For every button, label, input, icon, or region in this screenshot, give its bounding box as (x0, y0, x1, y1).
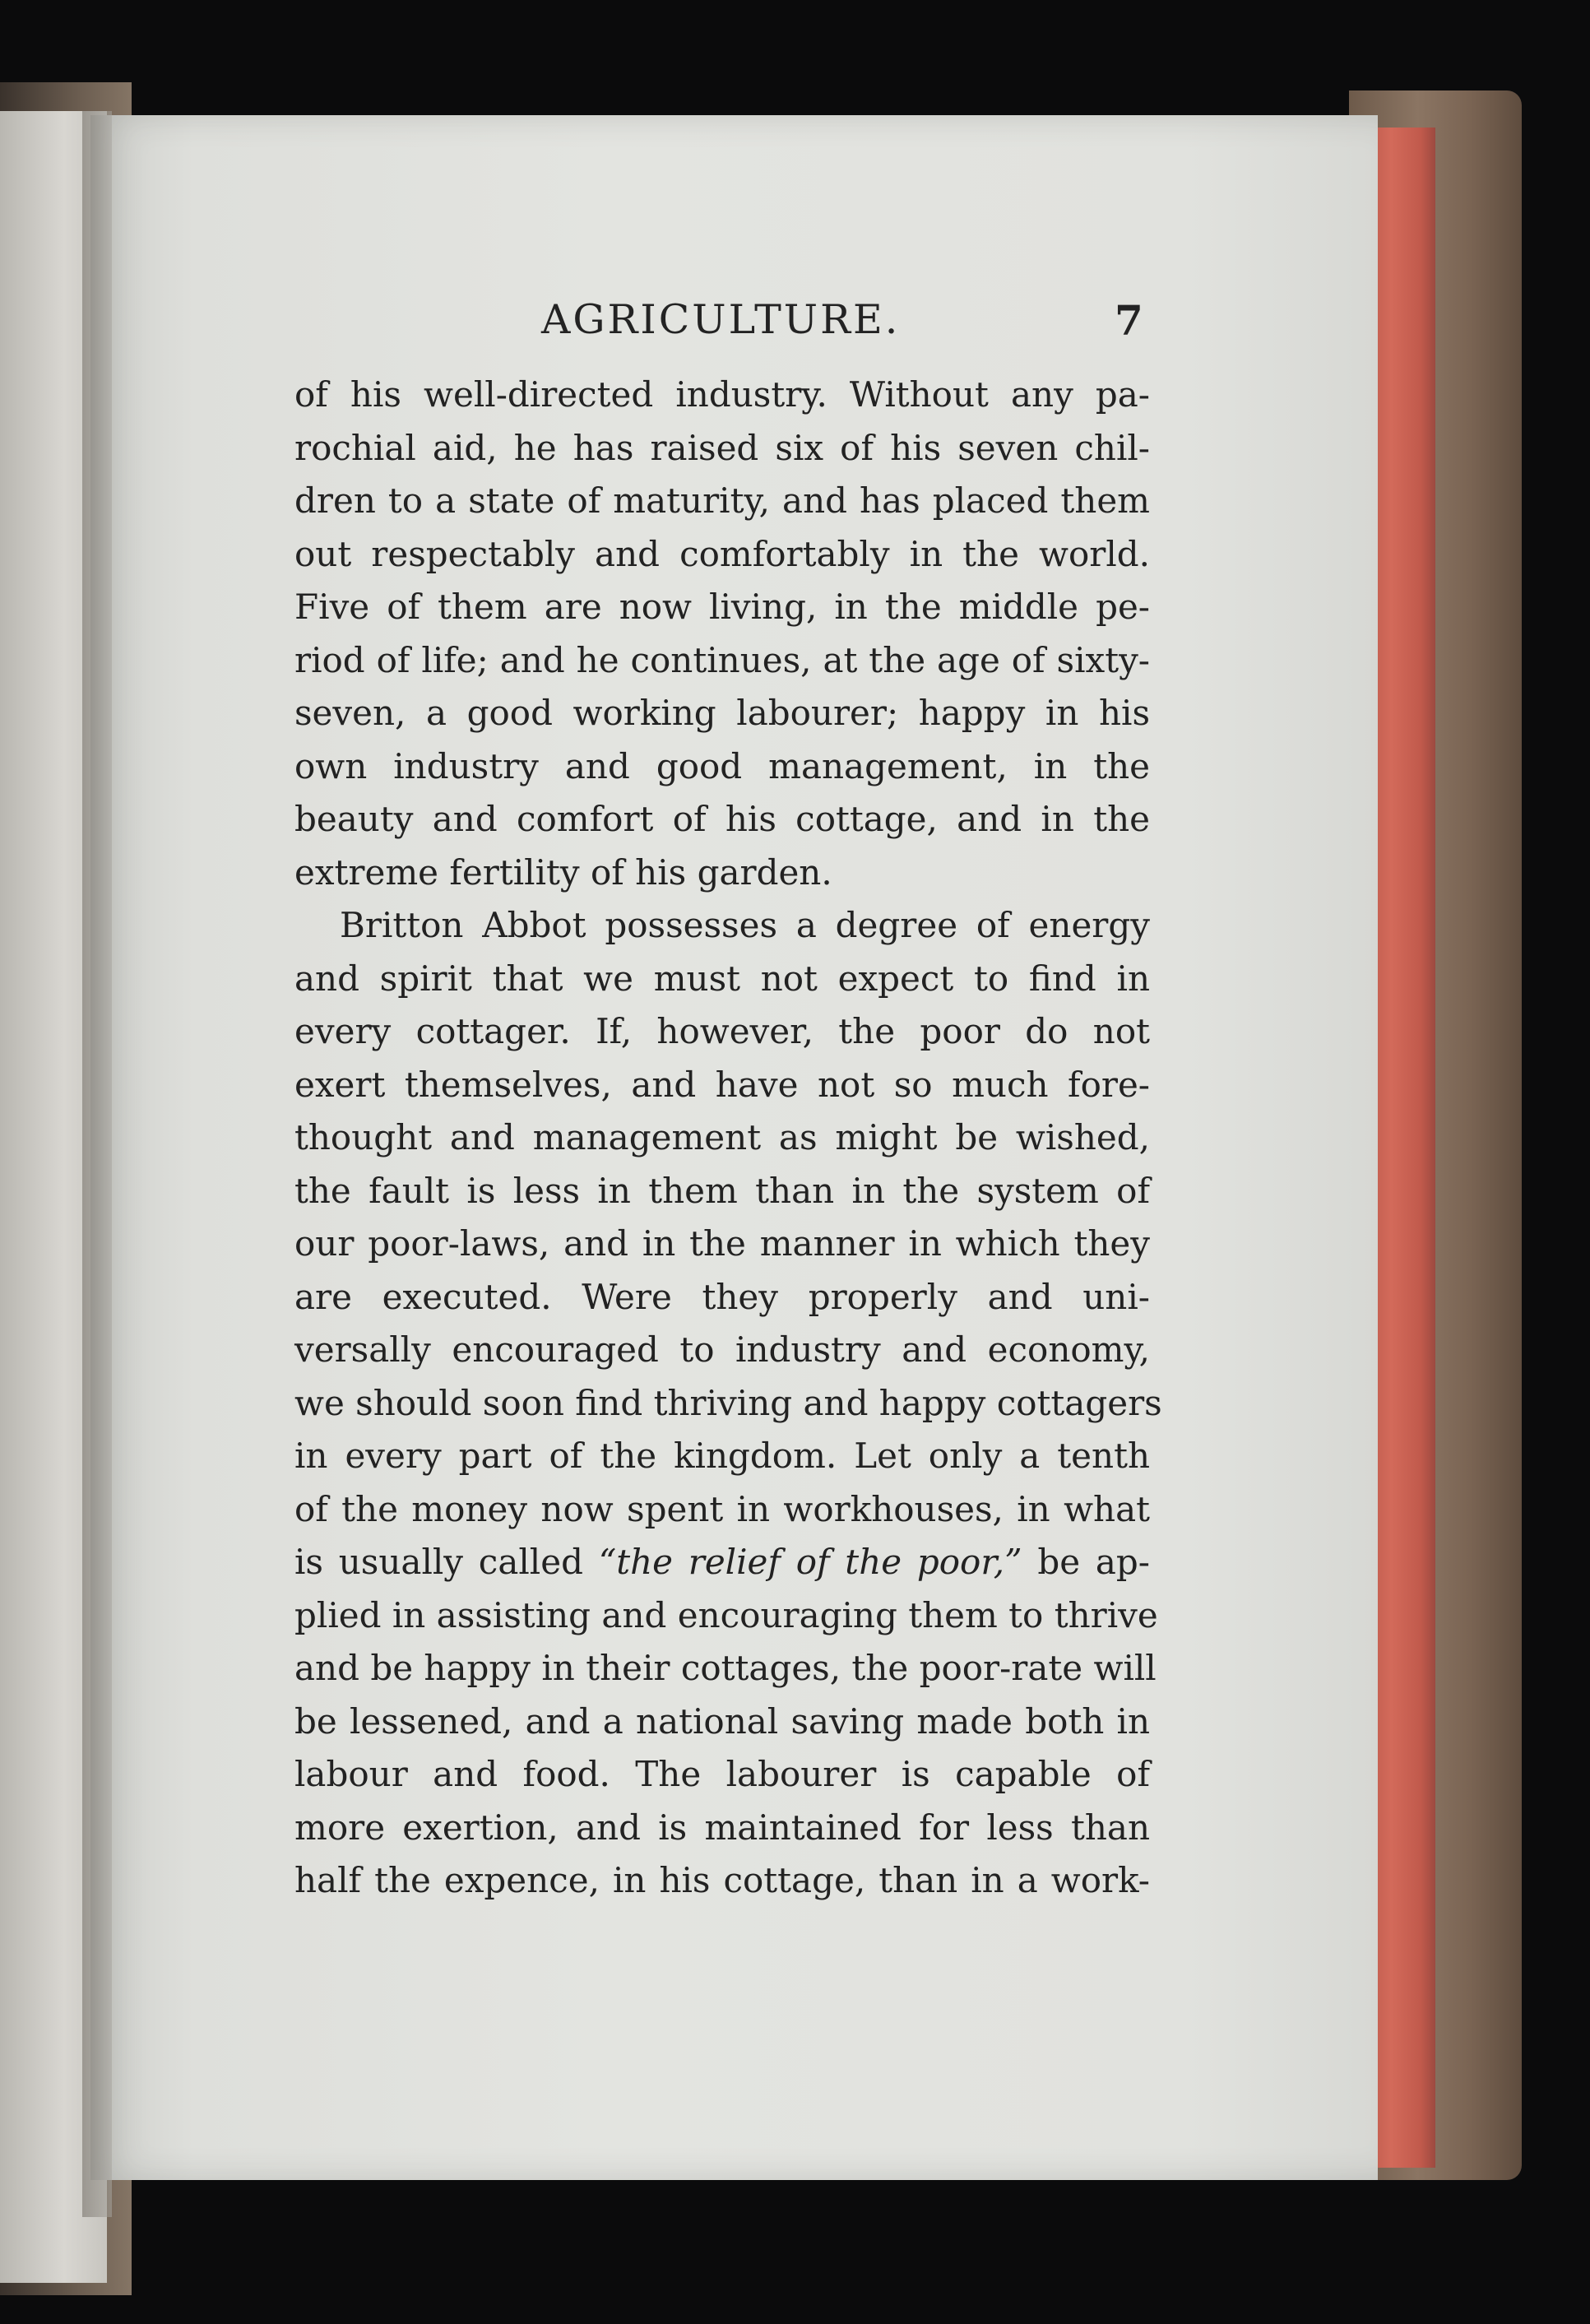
text-line: and spirit that we must not expect to find in (294, 958, 1150, 999)
body-text (294, 369, 1162, 1908)
paragraph-start-line: Britton Abbot possesses a degree of energy (340, 905, 1150, 945)
text-line: labour and food. The labourer is capable of (294, 1754, 1150, 1794)
text-line: the fault is less in them than in the system of (294, 1170, 1150, 1211)
text-line: are executed. Were they properly and uni- (294, 1276, 1150, 1317)
text-line: plied in assisting and encouraging them to thrive (294, 1594, 1158, 1635)
running-head (296, 296, 1152, 354)
text-line: more exertion, and is maintained for less than (294, 1807, 1150, 1848)
text-line: we should soon find thriving and happy cottagers (294, 1382, 1162, 1423)
text-line: versally encouraged to industry and economy, (294, 1329, 1150, 1370)
text-line: be lessened, and a national saving made both in (294, 1700, 1150, 1742)
text-line: in every part of the kingdom. Let only a tenth (294, 1436, 1150, 1476)
text-line: seven, a good working labourer; happy in his (294, 693, 1150, 733)
text-fragment: is usually called (294, 1542, 599, 1582)
text-line: beauty and comfort of his cottage, and in the (294, 799, 1150, 839)
page-gutter (82, 111, 112, 2217)
text-line: out respectably and comfortably in the world. (294, 533, 1150, 574)
text-line: and be happy in their cottages, the poor-rate will (294, 1648, 1157, 1688)
paragraph-end-line: extreme fertility of his garden. (294, 851, 832, 893)
page-number: 7 (1115, 296, 1143, 345)
text-line: riod of life; and he continues, at the age of sixty- (294, 639, 1150, 680)
text-line: our poor-laws, and in the manner in which they (294, 1223, 1150, 1264)
text-line: of the money now spent in workhouses, in what (294, 1488, 1150, 1529)
text-line: Five of them are now living, in the middle pe- (294, 587, 1150, 627)
text-line-with-quote (294, 1536, 1150, 1589)
text-line: rochial aid, he has raised six of his seven chil- (294, 427, 1150, 468)
text-line: own industry and good management, in the (294, 745, 1150, 786)
text-fragment: be ap- (1022, 1542, 1150, 1582)
running-head-title: AGRICULTURE. (541, 296, 901, 343)
text-line: every cottager. If, however, the poor do not (294, 1011, 1150, 1051)
text-line: exert themselves, and have not so much fore- (294, 1064, 1150, 1105)
text-line: dren to a state of maturity, and has placed them (294, 480, 1150, 521)
text-line: of his well-directed industry. Without any pa- (294, 374, 1150, 415)
text-line: half the expence, in his cottage, than in a work- (294, 1860, 1150, 1900)
text-line: thought and management as might be wished, (294, 1117, 1150, 1157)
italic-quotation: “the relief of the poor,” (598, 1542, 1022, 1582)
